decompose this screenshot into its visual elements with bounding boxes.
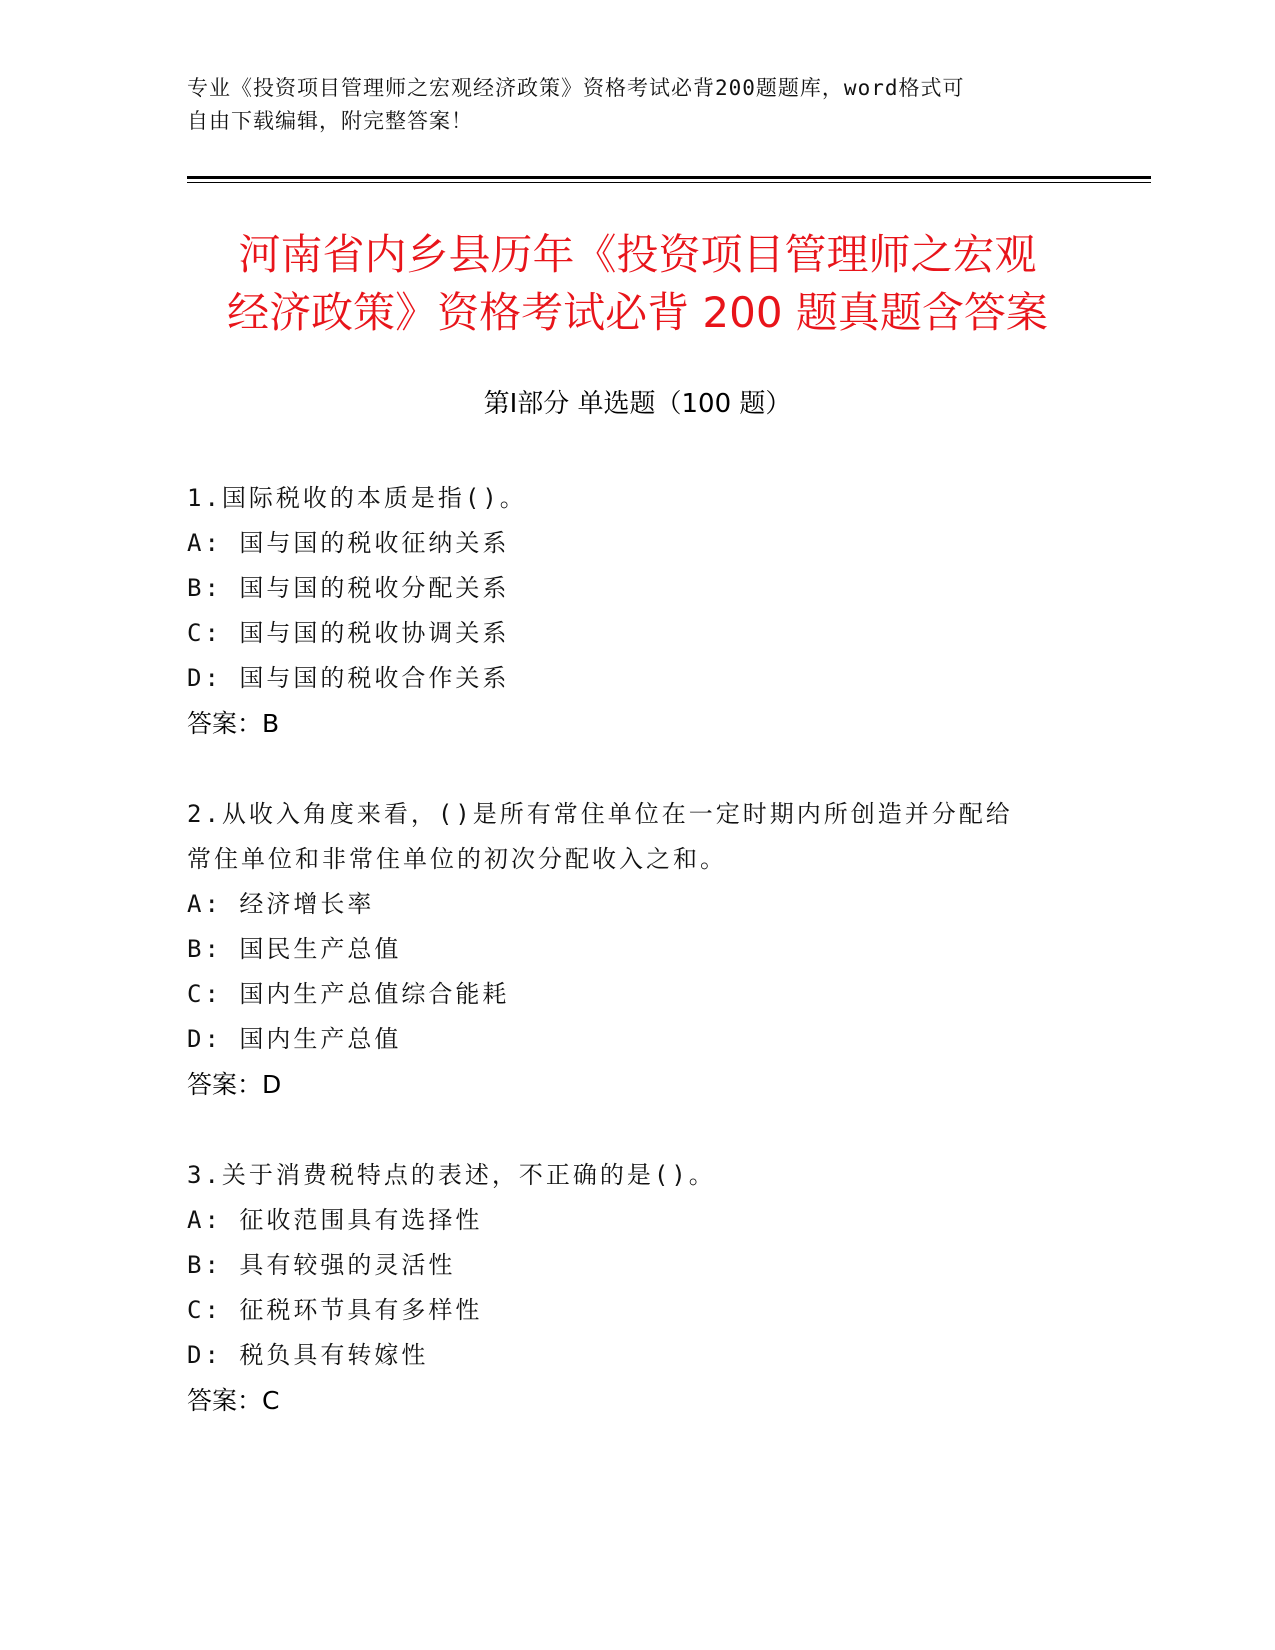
question-3	[187, 1153, 1087, 1423]
answer: 答案：D	[187, 1070, 282, 1099]
option-d: D: 国内生产总值	[187, 1025, 402, 1053]
header-divider-thin	[187, 182, 1151, 183]
document-title-line-2: 经济政策》资格考试必背 200 题真题含答案	[227, 288, 1048, 337]
option-b: B: 国与国的税收分配关系	[187, 574, 510, 602]
question-stem: 3.关于消费税特点的表述，不正确的是()。	[187, 1161, 716, 1189]
option-a: A: 经济增长率	[187, 890, 375, 918]
section-title: 第Ⅰ部分 单选题（100 题）	[483, 389, 792, 419]
question-stem-line-1: 2.从收入角度来看，()是所有常住单位在一定时期内所创造并分配给	[187, 800, 1013, 828]
option-b: B: 国民生产总值	[187, 935, 402, 963]
option-c: C: 国内生产总值综合能耗	[187, 980, 510, 1008]
document-title-line-1: 河南省内乡县历年《投资项目管理师之宏观	[238, 230, 1037, 279]
question-stem: 1.国际税收的本质是指()。	[187, 484, 527, 512]
question-stem-line-2: 常住单位和非常住单位的初次分配收入之和。	[187, 845, 727, 873]
option-d: D: 国与国的税收合作关系	[187, 664, 510, 692]
answer: 答案：C	[187, 1386, 280, 1415]
option-b: B: 具有较强的灵活性	[187, 1251, 456, 1279]
question-1	[187, 476, 1087, 746]
question-list	[187, 476, 1087, 1469]
option-c: C: 征税环节具有多样性	[187, 1296, 483, 1324]
answer: 答案：B	[187, 709, 280, 738]
intro-line-1: 专业《投资项目管理师之宏观经济政策》资格考试必背200题题库，word格式可	[187, 76, 965, 100]
option-c: C: 国与国的税收协调关系	[187, 619, 510, 647]
option-d: D: 税负具有转嫁性	[187, 1341, 429, 1369]
option-a: A: 征收范围具有选择性	[187, 1206, 483, 1234]
header-divider-thick	[187, 176, 1151, 179]
intro-line-2: 自由下载编辑，附完整答案！	[187, 109, 473, 133]
document-title	[150, 226, 1125, 342]
intro-text	[187, 72, 1087, 138]
question-2	[187, 792, 1087, 1107]
option-a: A: 国与国的税收征纳关系	[187, 529, 510, 557]
